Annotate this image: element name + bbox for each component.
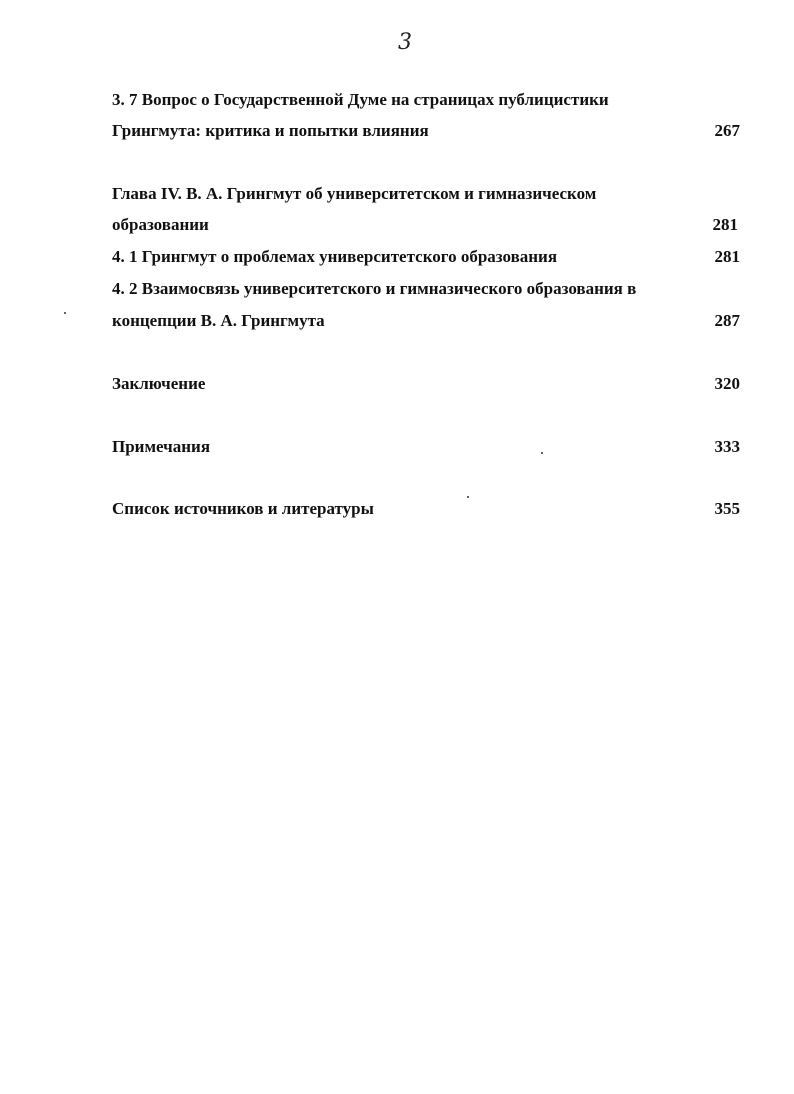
toc-entry-text: концепции В. А. Грингмута (112, 311, 325, 330)
toc-entry-text: Список источников и литературы (112, 499, 374, 518)
toc-line (112, 374, 740, 394)
toc-line (112, 90, 740, 110)
toc-line (112, 247, 740, 267)
toc-page-number: 333 (714, 437, 740, 456)
toc-entry-text: Примечания (112, 437, 211, 456)
toc-entry-text: 3. 7 Вопрос о Государственной Думе на страницах публицистики (112, 90, 609, 109)
toc-page-number: 281 (712, 215, 738, 234)
toc-page-number: 355 (714, 499, 740, 518)
toc-entry-text: Глава IV. В. А. Грингмут об университетском и гимназическом (112, 184, 597, 203)
scan-speck (541, 452, 543, 454)
toc-entry-text: образовании (112, 215, 209, 234)
toc-line (112, 311, 740, 331)
toc-page-number: 281 (714, 247, 740, 266)
toc-entry-text: Заключение (112, 374, 206, 393)
toc-line (112, 215, 740, 235)
toc-entry-text: Грингмута: критика и попытки влияния (112, 121, 429, 140)
toc-page-number: 267 (714, 121, 740, 140)
toc-line (112, 279, 740, 299)
scan-speck (64, 312, 66, 314)
scan-speck (467, 496, 469, 498)
toc-line (112, 499, 740, 519)
page-number: 3 (398, 30, 412, 55)
toc-line (112, 121, 740, 141)
toc-entry-text: 4. 1 Грингмут о проблемах университетского образования (112, 247, 558, 266)
toc-page-number: 287 (714, 311, 740, 330)
toc-entry-text: 4. 2 Взаимосвязь университетского и гимназического образования в (112, 279, 637, 298)
toc-line (112, 437, 740, 457)
toc-line (112, 184, 740, 204)
toc-page-number: 320 (714, 374, 740, 393)
